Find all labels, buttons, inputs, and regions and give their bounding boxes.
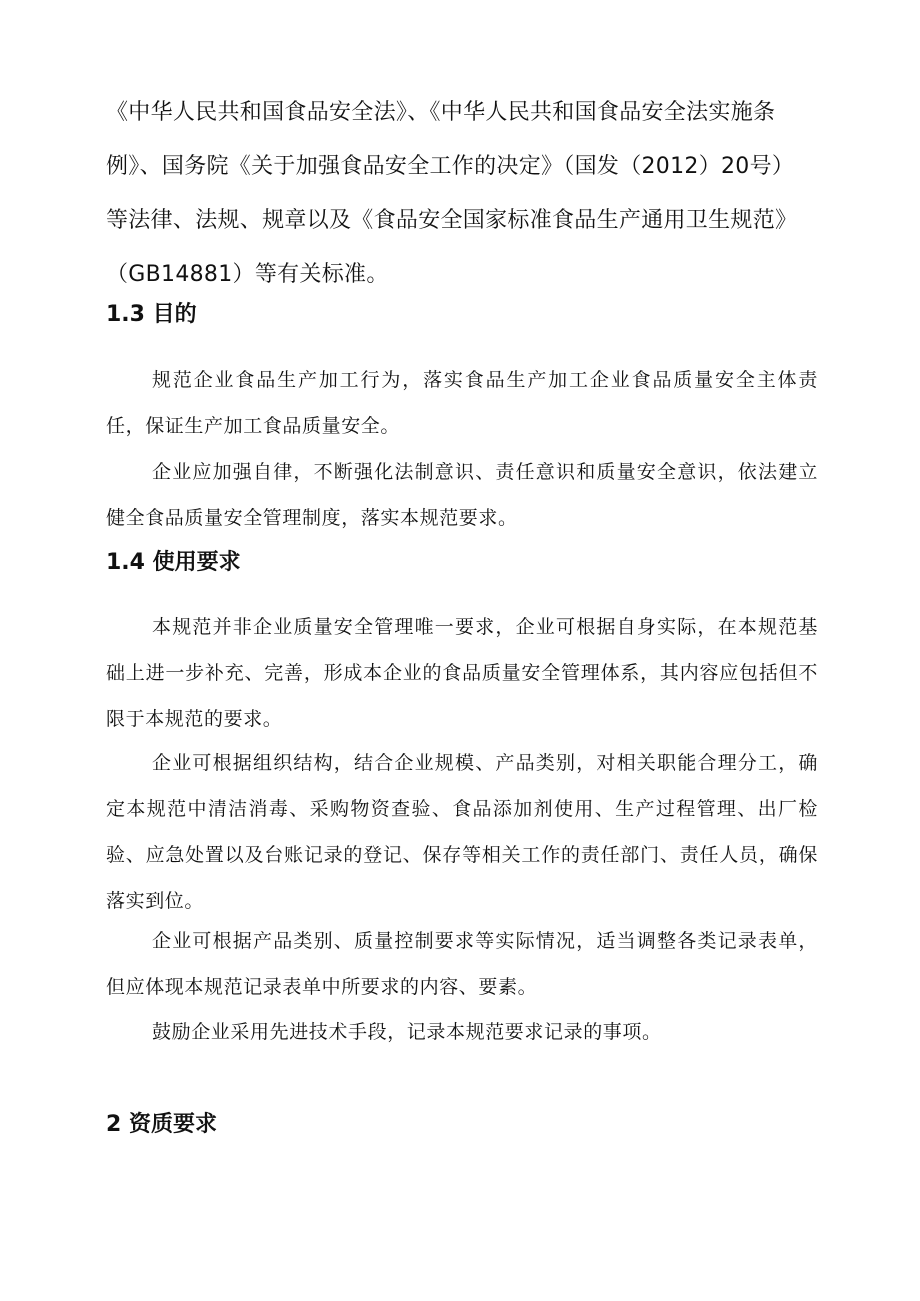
- paragraph: 鼓励企业采用先进技术手段，记录本规范要求记录的事项。: [152, 1021, 662, 1043]
- section-heading-purpose: 1.3 目的: [106, 302, 197, 327]
- paragraph: 企业可根据组织结构，结合企业规模、产品类别，对相关职能合理分工，确定本规范中清洁消毒、采购物资查验、食品添加剂使用、生产过程管理、出厂检验、应急处置以及台账记录的登记、保存等相关工作的责任部门、责任人员，确保落实到位。: [106, 752, 818, 912]
- section-heading-usage-requirements: 1.4 使用要求: [106, 550, 241, 575]
- section-heading-qualification-requirements: 2 资质要求: [106, 1112, 217, 1137]
- paragraph: 企业应加强自律，不断强化法制意识、责任意识和质量安全意识，依法建立健全食品质量安全管理制度，落实本规范要求。: [106, 461, 818, 529]
- intro-paragraph: 《中华人民共和国食品安全法》、《中华人民共和国食品安全法实施条例》、国务院《关于加强食品安全工作的决定》（国发（2012）20号）等法律、法规、规章以及《食品安全国家标准食品生产通用卫生规范》（GB14881）等有关标准。: [106, 100, 798, 287]
- paragraph: 企业可根据产品类别、质量控制要求等实际情况，适当调整各类记录表单，但应体现本规范记录表单中所要求的内容、要素。: [106, 930, 818, 998]
- paragraph: 本规范并非企业质量安全管理唯一要求，企业可根据自身实际，在本规范基础上进一步补充、完善，形成本企业的食品质量安全管理体系，其内容应包括但不限于本规范的要求。: [106, 616, 818, 730]
- paragraph: 规范企业食品生产加工行为，落实食品生产加工企业食品质量安全主体责任，保证生产加工食品质量安全。: [106, 369, 818, 437]
